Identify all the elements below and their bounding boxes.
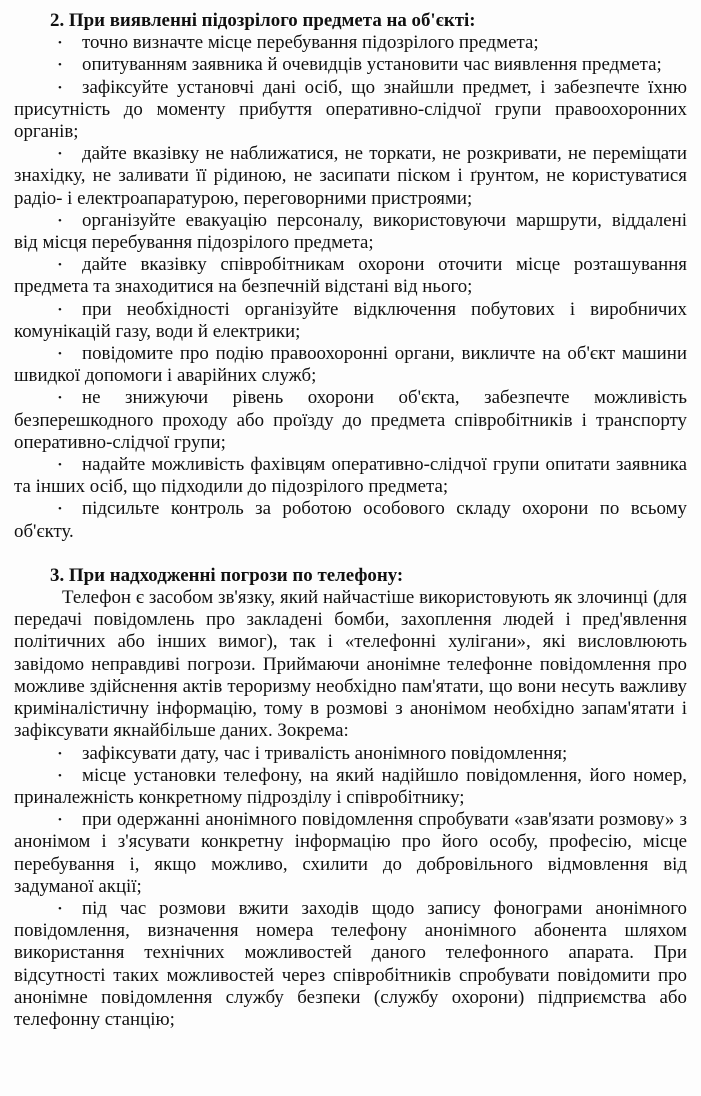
section-suspicious-object [14,10,687,543]
section-3-intro-paragraph: Телефон є засобом зв'язку, який найчастіше використовують як злочинці (для передачі повідомлень про закладені бомби, захоплення людей і пред'явлення політичних або інших вимог), так і «телефонні хулігани», які висловлюють завідомо неправдиві погрози. Приймаючи анонімне телефонне повідомлення про можливе здійснення актів тероризму необхідно пам'ятати, що вони несуть важливу криміналістичну інформацію, тому в розмові з анонімом необхідно запам'ятати і зафіксувати якнайбільше даних. Зокрема: [14,587,687,742]
list-item: • не знижуючи рівень охорони об'єкта, забезпечте можливість безперешкодного проходу або проїзду до предмета співробітників і транспорту оперативно-слідчої групи; [14,387,687,454]
list-item: • місце установки телефону, на який надійшло повідомлення, його номер, приналежність конкретному підрозділу і співробітнику; [14,765,687,809]
list-item: • дайте вказівку співробітникам охорони оточити місце розташування предмета та знаходитися на безпечній відстані від нього; [14,254,687,298]
list-item: • при необхідності організуйте відключення побутових і виробничих комунікацій газу, води й електрики; [14,299,687,343]
list-item: • організуйте евакуацію персоналу, використовуючи маршрути, віддалені від місця перебування підозрілого предмета; [14,210,687,254]
list-item: • підсильте контроль за роботою особового складу охорони по всьому об'єкту. [14,498,687,542]
section-phone-threat [14,565,687,1031]
list-item: • опитуванням заявника й очевидців установити час виявлення предмета; [14,54,687,76]
list-item: • дайте вказівку не наближатися, не торкати, не розкривати, не переміщати знахідку, не заливати її рідиною, не засипати піском і ґрунтом, не користуватися радіо- і електроапаратурою, переговорними пристроями; [14,143,687,210]
list-item: • повідомите про подію правоохоронні органи, викличте на об'єкт машини швидкої допомоги і аварійних служб; [14,343,687,387]
section-3-heading: 3. При надходженні погрози по телефону: [50,564,404,586]
list-item: • зафіксуйте установчі дані осіб, що знайшли предмет, і забезпечте їхню присутність до моменту прибуття оперативно-слідчої групи правоохоронних органів; [14,77,687,144]
list-item: • надайте можливість фахівцям оперативно-слідчої групи опитати заявника та інших осіб, що підходили до підозрілого предмета; [14,454,687,498]
list-item: • при одержанні анонімного повідомлення спробувати «зав'язати розмову» з анонімом і з'ясувати конкретну інформацію про його особу, професію, місце перебування і, якщо можливо, схилити до добровільного відмовлення від задуманої акції; [14,809,687,898]
section-2-heading: 2. При виявленні підозрілого предмета на об'єкті: [50,10,476,31]
list-item: • зафіксувати дату, час і тривалість анонімного повідомлення; [14,743,687,765]
list-item: • точно визначте місце перебування підозрілого предмета; [14,32,687,54]
list-item: • під час розмови вжити заходів щодо запису фонограми анонімного повідомлення, визначення номера телефону анонімного абонента шляхом використання технічних можливостей даного телефонного апарата. При відсутності таких можливостей через співробітників спробувати повідомити про анонімне повідомлення службу безпеки (службу охорони) підприємства або телефонну станцію; [14,898,687,1031]
